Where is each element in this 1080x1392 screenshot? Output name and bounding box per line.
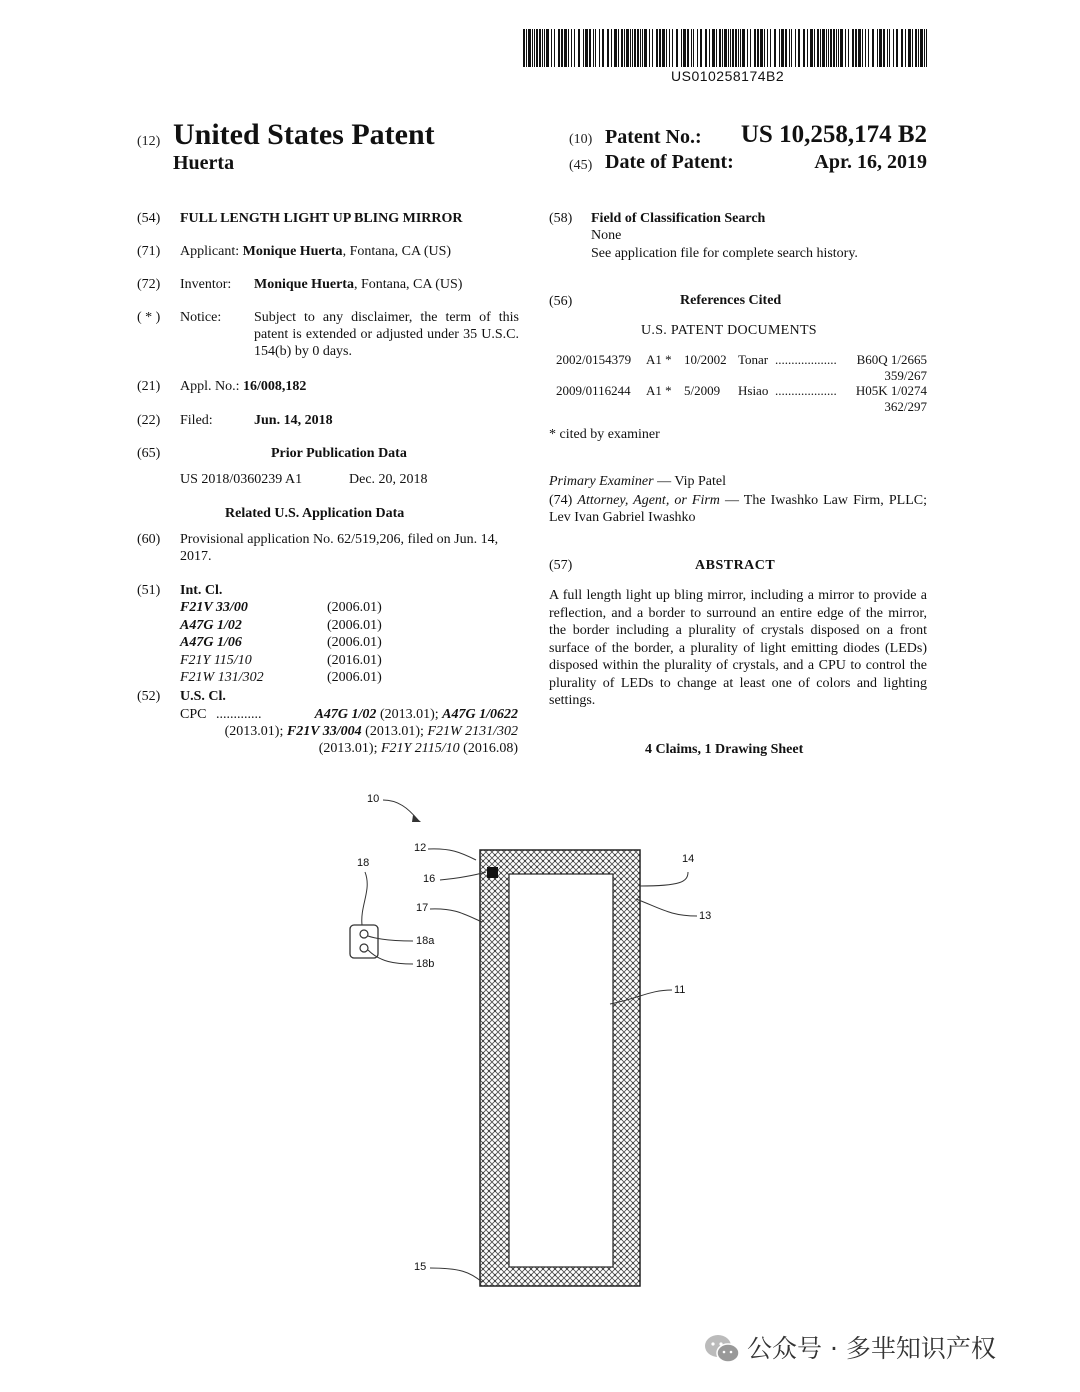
cpc-part: (2013.01); [224, 724, 287, 739]
inventor-location: , Fontana, CA (US) [353, 277, 463, 292]
reference-number: 2002/0154379 [556, 352, 632, 367]
prior-publication-date: Dec. 20, 2018 [349, 472, 428, 487]
int-cl-version: (2016.01) [327, 652, 382, 668]
inventor-name: Monique Huerta [254, 277, 354, 292]
filed-date: Jun. 14, 2018 [254, 413, 333, 428]
code-54: (54) [137, 211, 161, 226]
code-72: (72) [137, 277, 161, 292]
code-22: (22) [137, 413, 161, 428]
us-patent-documents-heading: U.S. PATENT DOCUMENTS [641, 323, 817, 338]
code-21: (21) [137, 379, 161, 394]
label-16-cpu: 16 [423, 873, 436, 885]
reference-date: 5/2009 [684, 383, 721, 398]
reference-name: Hsiao [738, 383, 769, 398]
int-cl-version: (2006.01) [327, 635, 382, 650]
leader-12 [428, 849, 476, 860]
filed-label: Filed: [180, 413, 213, 428]
applicant-name: Monique Huerta [242, 244, 343, 259]
code-60: (60) [137, 532, 161, 547]
int-cl-code: A47G 1/06 [180, 635, 242, 650]
cpc-part: (2013.01); [376, 707, 443, 722]
applicant-location: , Fontana, CA (US) [342, 244, 452, 259]
notice-label: Notice: [180, 310, 222, 325]
code-74: (74) [549, 493, 573, 508]
primary-examiner-label: Primary Examiner [549, 474, 654, 489]
label-10: 10 [367, 793, 380, 805]
label-12: 12 [414, 842, 427, 854]
code-58: (58) [549, 211, 573, 226]
code-65: (65) [137, 446, 161, 461]
patent-date: Apr. 16, 2019 [814, 151, 927, 173]
provisional-application-text: Provisional application No. 62/519,206, filed on Jun. 14, 2017. [180, 532, 499, 564]
code-45: (45) [569, 158, 593, 173]
cited-by-examiner-note: * cited by examiner [549, 427, 660, 442]
invention-title: FULL LENGTH LIGHT UP BLING MIRROR [180, 211, 463, 226]
cpc-label: CPC [180, 707, 207, 722]
label-15: 15 [414, 1261, 427, 1273]
label-17: 17 [416, 902, 429, 914]
applicant-short-name: Huerta [173, 152, 235, 174]
related-application-heading: Related U.S. Application Data [225, 506, 405, 521]
watermark-text: 公众号 · 多芈知识产权 [747, 1334, 996, 1363]
arrowhead-10 [412, 815, 421, 822]
cpc-part: A47G 1/02 [314, 707, 377, 722]
notice-text: Subject to any disclaimer, the term of this patent is extended or adjusted under 35 U.S.C. 154(b) by 0 days. [254, 310, 519, 359]
leader-18 [362, 872, 367, 925]
code-12: (12) [137, 134, 161, 149]
field-of-search-note: See application file for complete search history. [591, 246, 858, 261]
label-18a: 18a [416, 935, 435, 947]
prior-publication-heading: Prior Publication Data [271, 446, 407, 461]
date-label: Date of Patent: [605, 151, 734, 173]
label-11: 11 [674, 984, 686, 996]
abstract-text: A full length light up bling mirror, including a mirror to provide a reflection, and a border to surround an entire edge of the mirror, the border including a plurality of crystals disposed on a front surface of the border, a plurality of light emitting diodes (LEDs) disposed within the plurality of crystals, and a CPU to control the plurality of LEDs to change at least one of colors and lighting settings. [549, 588, 927, 708]
label-18: 18 [357, 857, 370, 869]
document-type: United States Patent [173, 118, 435, 151]
reference-name: Tonar [738, 352, 769, 367]
field-of-search-value: None [591, 228, 622, 243]
code-57: (57) [549, 558, 573, 573]
reference-subclass: 359/267 [884, 368, 927, 383]
attorney-name: — The Iwashko Law Firm, PLLC; Lev Ivan Gabriel Iwashko [549, 493, 927, 525]
int-cl-code: F21Y 115/10 [180, 652, 252, 668]
leader-14 [640, 872, 688, 886]
abstract-heading: ABSTRACT [695, 558, 776, 573]
int-cl-version: (2006.01) [327, 600, 382, 615]
cpu-block [487, 867, 498, 878]
cpc-part: (2013.01); [361, 724, 428, 739]
leader-15 [430, 1268, 482, 1282]
reference-class: H05K 1/0274 [855, 383, 927, 398]
cpc-part: (2013.01); [318, 741, 381, 756]
code-71: (71) [137, 244, 161, 259]
cpc-dots: ............. [216, 707, 262, 722]
prior-publication-number: US 2018/0360239 A1 [180, 472, 303, 487]
reference-date: 10/2002 [684, 352, 727, 367]
int-cl-code: F21W 131/302 [180, 670, 264, 685]
code-10: (10) [569, 132, 593, 147]
cpc-part: (2016.08) [459, 741, 518, 756]
label-13: 13 [699, 910, 712, 922]
cpc-part: F21Y 2115/10 [380, 741, 460, 756]
cpc-part: F21W 2131/302 [427, 724, 518, 739]
patent-number: US 10,258,174 B2 [740, 121, 927, 148]
us-cl-label: U.S. Cl. [180, 689, 226, 704]
application-number: 16/008,182 [243, 379, 307, 394]
label-14: 14 [682, 853, 695, 865]
patent-number-label: Patent No.: [605, 126, 702, 148]
notice-code: ( * ) [137, 310, 161, 325]
code-56: (56) [549, 294, 573, 309]
reference-dots: ................... [775, 352, 837, 367]
reference-class: B60Q 1/2665 [856, 352, 927, 367]
inventor-label: Inventor: [180, 277, 232, 292]
cpc-part: F21V 33/004 [286, 724, 362, 739]
application-number-label: Appl. No.: [180, 379, 240, 394]
wechat-icon [703, 1333, 741, 1365]
code-52: (52) [137, 689, 161, 704]
reference-kind: A1 * [646, 383, 672, 398]
references-cited-heading: References Cited [680, 293, 782, 308]
barcode-number: US010258174B2 [671, 68, 785, 84]
label-18b: 18b [416, 958, 435, 970]
leader-16 [440, 872, 486, 880]
remote-button-a [360, 930, 368, 938]
claims-summary: 4 Claims, 1 Drawing Sheet [645, 742, 804, 757]
applicant-label: Applicant: [180, 244, 240, 259]
attorney-label: Attorney, Agent, or Firm [577, 493, 720, 508]
int-cl-version: (2006.01) [327, 617, 382, 633]
cpc-part: A47G 1/0622 [442, 707, 518, 722]
reference-number: 2009/0116244 [556, 383, 631, 398]
mirror-surface [509, 874, 613, 1267]
int-cl-label: Int. Cl. [180, 583, 223, 598]
primary-examiner-name: — Vip Patel [653, 474, 726, 489]
int-cl-code: A47G 1/02 [180, 617, 242, 633]
code-51: (51) [137, 583, 161, 598]
remote-button-b [360, 944, 368, 952]
int-cl-code: F21V 33/00 [180, 600, 248, 615]
reference-kind: A1 * [646, 352, 672, 367]
reference-dots: ................... [775, 383, 837, 398]
leader-17 [430, 909, 482, 922]
field-of-search-heading: Field of Classification Search [591, 211, 766, 226]
leader-13 [636, 899, 697, 916]
reference-subclass: 362/297 [884, 399, 927, 414]
int-cl-version: (2006.01) [327, 670, 382, 685]
